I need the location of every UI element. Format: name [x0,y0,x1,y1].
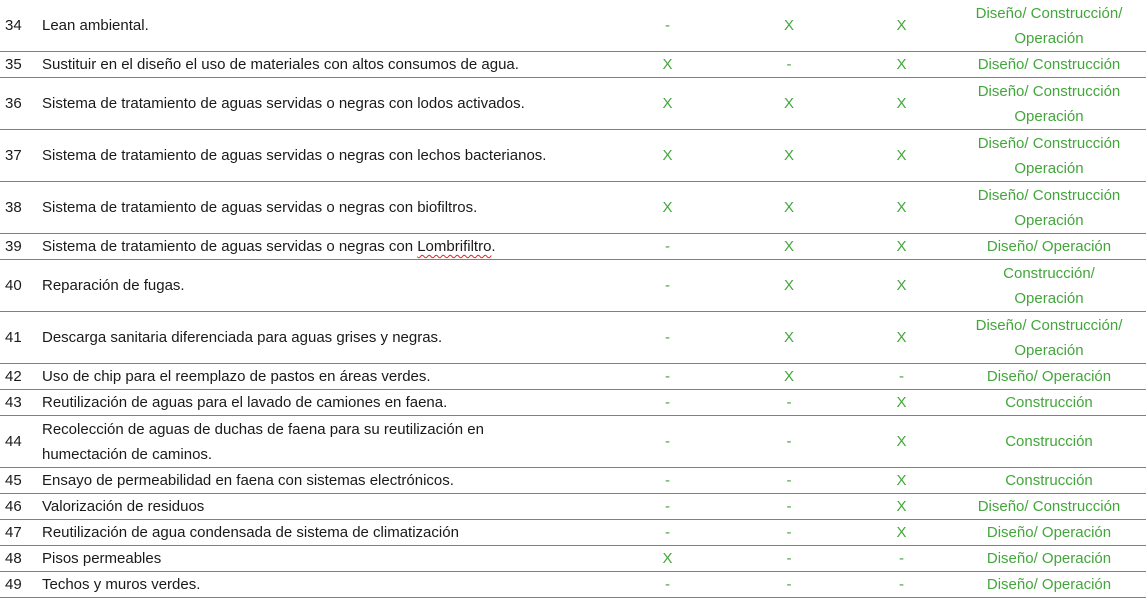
criterion-2-mark: X [727,234,851,260]
project-stage [952,182,1146,234]
measure-description: Sustituir en el diseño el uso de materiales con altos consumos de agua. [42,52,608,78]
stage-line: Diseño/ Operación [986,550,1112,567]
table-row [0,260,1146,312]
measure-description: Sistema de tratamiento de aguas servidas o negras con biofiltros. [42,182,608,234]
table-row [0,78,1146,130]
row-number: 42 [0,364,42,390]
table-row [0,130,1146,182]
criterion-3-mark: - [851,364,952,390]
row-number: 43 [0,390,42,416]
spellcheck-flagged-word[interactable]: Lombrifiltro [417,238,492,255]
project-stage [952,416,1146,468]
measure-description: Lean ambiental. [42,0,608,52]
description-line: humectación de caminos. [42,445,213,463]
criterion-3-mark: X [851,78,952,130]
project-stage [952,260,1146,312]
stage-line: Operación [1014,159,1084,177]
criterion-1-mark: - [608,312,727,364]
criterion-3-mark: X [851,494,952,520]
stage-line: Diseño/ Construcción [977,134,1121,152]
row-number: 47 [0,520,42,546]
criterion-2-mark: - [727,468,851,494]
row-number: 40 [0,260,42,312]
table-row [0,234,1146,260]
criterion-2-mark: X [727,182,851,234]
criterion-2-mark: - [727,494,851,520]
stage-line: Diseño/ Construcción [977,186,1121,204]
criterion-1-mark: - [608,416,727,468]
criterion-3-mark: X [851,130,952,182]
table-row [0,52,1146,78]
criterion-1-mark: - [608,390,727,416]
stage-line: Construcción/ [1003,264,1095,282]
criterion-2-mark: - [727,390,851,416]
project-stage [952,130,1146,182]
criterion-1-mark: - [608,260,727,312]
project-stage [952,312,1146,364]
table-row [0,312,1146,364]
criterion-3-mark: X [851,312,952,364]
table-row [0,390,1146,416]
criterion-1-mark: - [608,0,727,52]
criterion-2-mark: X [727,312,851,364]
stage-line: Diseño/ Construcción [977,82,1121,100]
stage-line: Construcción [1005,433,1093,450]
measure-description: Uso de chip para el reemplazo de pastos en áreas verdes. [42,364,608,390]
stage-line: Diseño/ Construcción [977,56,1121,73]
table-row [0,494,1146,520]
project-stage [952,390,1146,416]
stage-line: Operación [1014,29,1084,47]
criterion-2-mark: - [727,52,851,78]
row-number: 38 [0,182,42,234]
criterion-2-mark: X [727,78,851,130]
criterion-3-mark: - [851,572,952,598]
criterion-1-mark: X [608,130,727,182]
row-number: 45 [0,468,42,494]
stage-line: Construcción [1005,394,1093,411]
criterion-3-mark: X [851,416,952,468]
criterion-2-mark: - [727,546,851,572]
stage-line: Diseño/ Construcción [977,498,1121,515]
stage-line: Operación [1014,107,1084,125]
measure-description: Ensayo de permeabilidad en faena con sistemas electrónicos. [42,468,608,494]
project-stage [952,364,1146,390]
row-number: 46 [0,494,42,520]
stage-line: Operación [1014,211,1084,229]
criterion-1-mark: - [608,468,727,494]
table-row [0,0,1146,52]
stage-line: Diseño/ Construcción/ [975,316,1123,334]
measure-description: Sistema de tratamiento de aguas servidas o negras con lodos activados. [42,78,608,130]
measure-description: Pisos permeables [42,546,608,572]
table-row [0,182,1146,234]
project-stage [952,572,1146,598]
criterion-2-mark: X [727,364,851,390]
row-number: 37 [0,130,42,182]
criterion-1-mark: - [608,494,727,520]
criterion-3-mark: X [851,0,952,52]
project-stage [952,52,1146,78]
measure-description: Reutilización de aguas para el lavado de camiones en faena. [42,390,608,416]
project-stage [952,494,1146,520]
criterion-1-mark: X [608,546,727,572]
stage-line: Diseño/ Construcción/ [975,4,1123,22]
table-row [0,416,1146,468]
row-number: 36 [0,78,42,130]
stage-line: Diseño/ Operación [986,368,1112,385]
criterion-1-mark: - [608,572,727,598]
row-number: 39 [0,234,42,260]
row-number: 35 [0,52,42,78]
criterion-3-mark: X [851,390,952,416]
description-text: . [491,238,496,255]
project-stage [952,546,1146,572]
measure-description: Sistema de tratamiento de aguas servidas o negras con lechos bacterianos. [42,130,608,182]
project-stage [952,468,1146,494]
stage-line: Diseño/ Operación [986,576,1112,593]
row-number: 44 [0,416,42,468]
criterion-1-mark: - [608,364,727,390]
table-row [0,364,1146,390]
row-number: 48 [0,546,42,572]
criterion-2-mark: - [727,416,851,468]
criterion-2-mark: X [727,130,851,182]
stage-line: Diseño/ Operación [986,524,1112,541]
criterion-3-mark: X [851,234,952,260]
criterion-3-mark: X [851,520,952,546]
criterion-3-mark: X [851,468,952,494]
table-row [0,520,1146,546]
criterion-1-mark: X [608,78,727,130]
stage-line: Operación [1014,289,1084,307]
project-stage [952,0,1146,52]
measure-description [42,416,608,468]
measure-description [42,234,608,260]
criterion-3-mark: X [851,52,952,78]
project-stage [952,78,1146,130]
criterion-1-mark: X [608,182,727,234]
criterion-3-mark: X [851,182,952,234]
table-row [0,468,1146,494]
stage-line: Construcción [1005,472,1093,489]
criterion-2-mark: - [727,572,851,598]
project-stage [952,520,1146,546]
table-row [0,572,1146,598]
criterion-2-mark: X [727,0,851,52]
criterion-3-mark: X [851,260,952,312]
measure-description: Reutilización de agua condensada de sistema de climatización [42,520,608,546]
criterion-1-mark: - [608,520,727,546]
project-stage [952,234,1146,260]
description-text: Sistema de tratamiento de aguas servidas o negras con [42,238,418,255]
criterion-3-mark: - [851,546,952,572]
measure-description: Valorización de residuos [42,494,608,520]
row-number: 49 [0,572,42,598]
criterion-1-mark: - [608,234,727,260]
criterion-2-mark: - [727,520,851,546]
criterion-2-mark: X [727,260,851,312]
stage-line: Operación [1014,341,1084,359]
measure-description: Techos y muros verdes. [42,572,608,598]
stage-line: Diseño/ Operación [986,238,1112,255]
measure-description: Descarga sanitaria diferenciada para aguas grises y negras. [42,312,608,364]
row-number: 34 [0,0,42,52]
row-number: 41 [0,312,42,364]
criterion-1-mark: X [608,52,727,78]
table-row [0,546,1146,572]
description-line: Recolección de aguas de duchas de faena para su reutilización en [42,420,484,438]
measure-description: Reparación de fugas. [42,260,608,312]
